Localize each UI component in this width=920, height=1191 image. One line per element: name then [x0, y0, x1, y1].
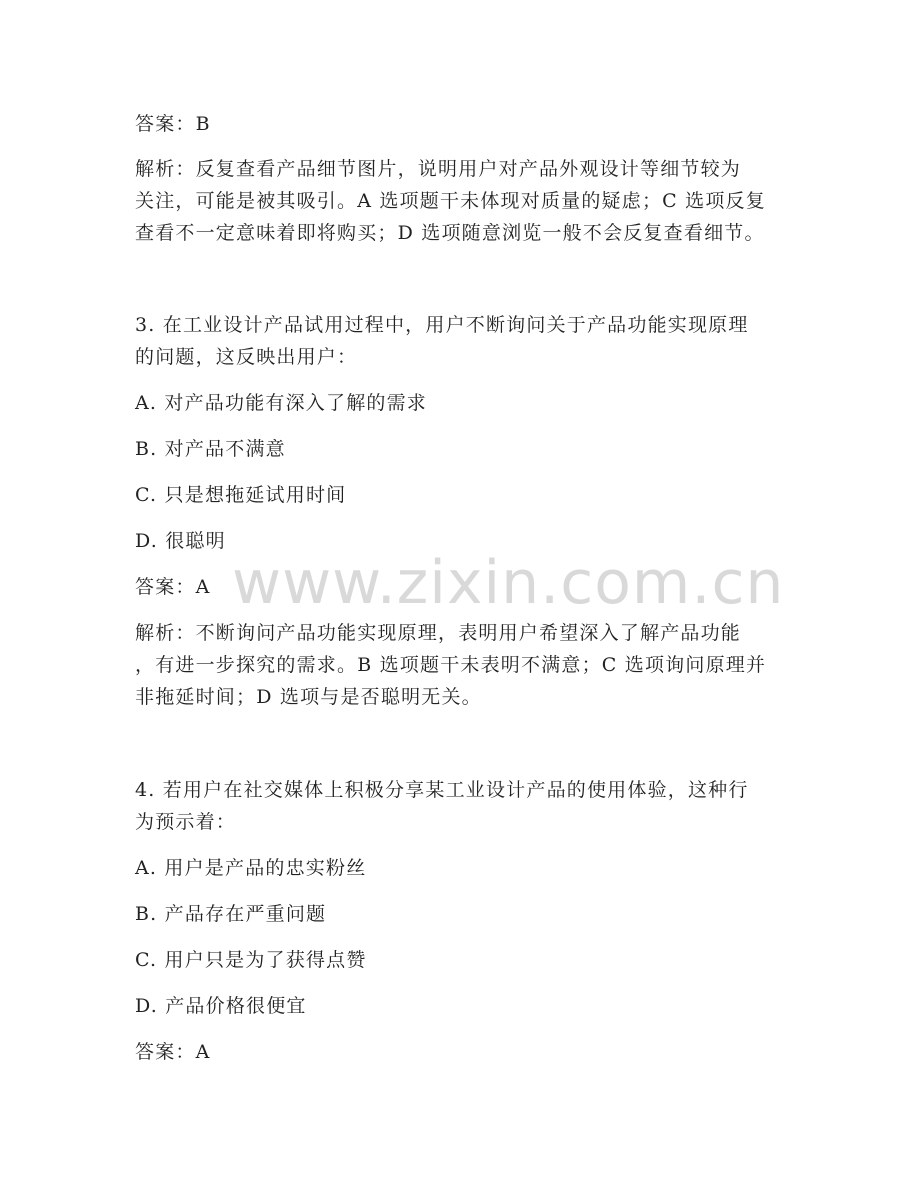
q3-analysis-line-1: 解析：不断询问产品功能实现原理，表明用户希望深入了解产品功能	[135, 622, 742, 644]
q2-analysis-line-3: 查看不一定意味着即将购买；D 选项随意浏览一般不会反复查看细节。	[135, 222, 765, 244]
q3-stem-line-2: 的问题，这反映出用户：	[135, 346, 358, 368]
q4-stem-line-1: 4. 若用户在社交媒体上积极分享某工业设计产品的使用体验，这种行	[135, 779, 749, 801]
q4-stem-line-2: 为预示着：	[135, 811, 237, 833]
q3-option-b: B. 对产品不满意	[135, 438, 286, 460]
q4-option-a: A. 用户是产品的忠实粉丝	[135, 857, 367, 879]
q4-option-d: D. 产品价格很便宜	[135, 995, 307, 1017]
q3-analysis-line-2: ，有进一步探究的需求。B 选项题干未表明不满意；C 选项询问原理并	[135, 654, 767, 676]
q3-option-d: D. 很聪明	[135, 530, 226, 552]
q3-option-a: A. 对产品功能有深入了解的需求	[135, 392, 428, 414]
q4-answer: 答案：A	[135, 1041, 211, 1063]
q3-answer: 答案：A	[135, 576, 211, 598]
q3-stem-line-1: 3. 在工业设计产品试用过程中，用户不断询问关于产品功能实现原理	[135, 314, 749, 336]
q2-analysis-line-2: 关注，可能是被其吸引。A 选项题干未体现对质量的疑虑；C 选项反复	[135, 190, 766, 212]
q2-analysis-line-1: 解析：反复查看产品细节图片，说明用户对产品外观设计等细节较为	[135, 158, 742, 180]
q2-answer: 答案：B	[135, 113, 211, 135]
watermark: www.zixin.com.cn	[232, 548, 785, 618]
q3-analysis-line-3: 非拖延时间；D 选项与是否聪明无关。	[135, 686, 482, 708]
q4-option-b: B. 产品存在严重问题	[135, 903, 327, 925]
q3-option-c: C. 只是想拖延试用时间	[135, 484, 347, 506]
q4-option-c: C. 用户只是为了获得点赞	[135, 949, 367, 971]
